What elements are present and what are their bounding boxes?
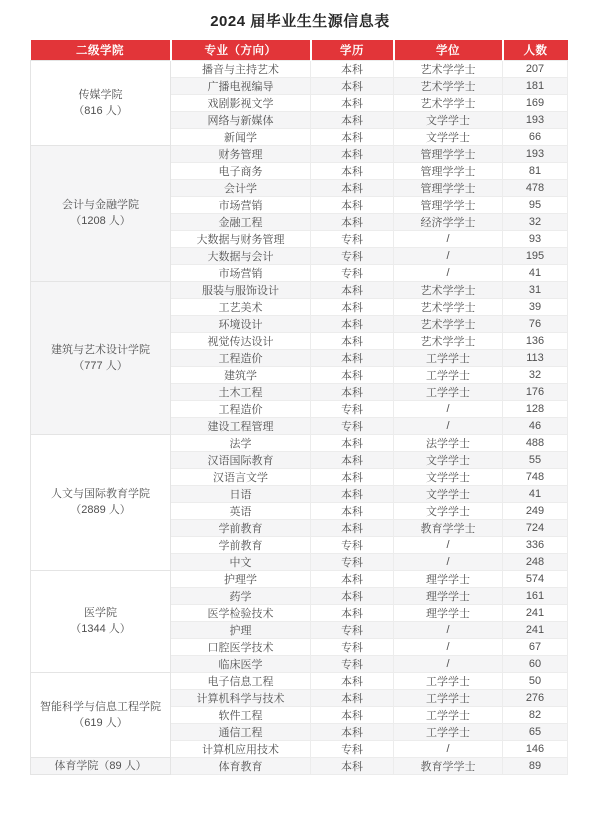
count-cell: 41: [503, 485, 568, 502]
column-header-degree: 学位: [394, 40, 503, 60]
major-cell: 计算机应用技术: [171, 740, 311, 757]
college-name: 传媒学院: [78, 88, 123, 101]
college-cell: [31, 434, 171, 570]
count-cell: 169: [503, 94, 568, 111]
level-cell: 本科: [311, 434, 394, 451]
major-cell: 市场营销: [171, 196, 311, 213]
degree-cell: 艺术学学士: [394, 77, 503, 94]
major-cell: 网络与新媒体: [171, 111, 311, 128]
table-row: [31, 570, 568, 587]
major-cell: 新闻学: [171, 128, 311, 145]
count-cell: 39: [503, 298, 568, 315]
degree-cell: 理学学士: [394, 604, 503, 621]
table-row: [31, 672, 568, 689]
major-cell: 体育教育: [171, 757, 311, 774]
level-cell: 本科: [311, 468, 394, 485]
major-cell: 工艺美术: [171, 298, 311, 315]
major-cell: 市场营销: [171, 264, 311, 281]
degree-cell: 理学学士: [394, 570, 503, 587]
major-cell: 法学: [171, 434, 311, 451]
degree-cell: 工学学士: [394, 706, 503, 723]
level-cell: 本科: [311, 570, 394, 587]
level-cell: 专科: [311, 417, 394, 434]
major-cell: 金融工程: [171, 213, 311, 230]
college-name: 智能科学与信息工程学院: [40, 700, 161, 713]
degree-cell: 法学学士: [394, 434, 503, 451]
count-cell: 32: [503, 213, 568, 230]
count-cell: 336: [503, 536, 568, 553]
college-name: 体育学院（89 人）: [54, 759, 147, 772]
major-cell: 财务管理: [171, 145, 311, 162]
column-header-level: 学历: [311, 40, 394, 60]
table-header: [31, 40, 568, 60]
major-cell: 医学检验技术: [171, 604, 311, 621]
degree-cell: 管理学学士: [394, 179, 503, 196]
level-cell: 本科: [311, 689, 394, 706]
count-cell: 55: [503, 451, 568, 468]
count-cell: 478: [503, 179, 568, 196]
level-cell: 本科: [311, 757, 394, 774]
major-cell: 护理学: [171, 570, 311, 587]
level-cell: 专科: [311, 230, 394, 247]
count-cell: 249: [503, 502, 568, 519]
major-cell: 日语: [171, 485, 311, 502]
level-cell: 专科: [311, 655, 394, 672]
level-cell: 本科: [311, 145, 394, 162]
college-name: 人文与国际教育学院: [51, 488, 150, 500]
count-cell: 181: [503, 77, 568, 94]
major-cell: 工程造价: [171, 400, 311, 417]
degree-cell: /: [394, 417, 503, 434]
degree-cell: 艺术学学士: [394, 298, 503, 315]
count-cell: 95: [503, 196, 568, 213]
major-cell: 建设工程管理: [171, 417, 311, 434]
level-cell: 本科: [311, 315, 394, 332]
level-cell: 专科: [311, 621, 394, 638]
level-cell: 专科: [311, 638, 394, 655]
degree-cell: 工学学士: [394, 366, 503, 383]
college-cell: [31, 757, 171, 774]
count-cell: 60: [503, 655, 568, 672]
degree-cell: 教育学学士: [394, 519, 503, 536]
count-cell: 128: [503, 400, 568, 417]
degree-cell: /: [394, 400, 503, 417]
degree-cell: 工学学士: [394, 689, 503, 706]
college-cell: [31, 570, 171, 672]
major-cell: 学前教育: [171, 519, 311, 536]
count-cell: 31: [503, 281, 568, 298]
level-cell: 本科: [311, 451, 394, 468]
major-cell: 中文: [171, 553, 311, 570]
degree-cell: /: [394, 655, 503, 672]
degree-cell: 教育学学士: [394, 757, 503, 774]
level-cell: 本科: [311, 111, 394, 128]
degree-cell: /: [394, 264, 503, 281]
major-cell: 通信工程: [171, 723, 311, 740]
count-cell: 207: [503, 60, 568, 77]
level-cell: 本科: [311, 196, 394, 213]
count-cell: 41: [503, 264, 568, 281]
table-row: [31, 757, 568, 774]
college-name: 医学院: [84, 607, 117, 619]
degree-cell: 文学学士: [394, 451, 503, 468]
count-cell: 248: [503, 553, 568, 570]
degree-cell: 艺术学学士: [394, 94, 503, 111]
level-cell: 本科: [311, 213, 394, 230]
college-cell: [31, 672, 171, 757]
level-cell: 本科: [311, 281, 394, 298]
level-cell: 本科: [311, 332, 394, 349]
degree-cell: /: [394, 247, 503, 264]
level-cell: 本科: [311, 706, 394, 723]
major-cell: 药学: [171, 587, 311, 604]
count-cell: 724: [503, 519, 568, 536]
count-cell: 488: [503, 434, 568, 451]
level-cell: 专科: [311, 400, 394, 417]
college-count: （619 人）: [73, 716, 128, 729]
college-count: （777 人）: [73, 359, 128, 372]
major-cell: 汉语言文学: [171, 468, 311, 485]
level-cell: 专科: [311, 264, 394, 281]
degree-cell: 工学学士: [394, 349, 503, 366]
level-cell: 本科: [311, 162, 394, 179]
degree-cell: /: [394, 740, 503, 757]
major-cell: 电子信息工程: [171, 672, 311, 689]
table-row: [31, 434, 568, 451]
table-body: [31, 60, 568, 774]
level-cell: 本科: [311, 519, 394, 536]
degree-cell: 管理学学士: [394, 196, 503, 213]
count-cell: 241: [503, 604, 568, 621]
count-cell: 136: [503, 332, 568, 349]
major-cell: 大数据与财务管理: [171, 230, 311, 247]
count-cell: 76: [503, 315, 568, 332]
level-cell: 专科: [311, 553, 394, 570]
count-cell: 113: [503, 349, 568, 366]
major-cell: 服装与服饰设计: [171, 281, 311, 298]
major-cell: 环境设计: [171, 315, 311, 332]
count-cell: 748: [503, 468, 568, 485]
degree-cell: 管理学学士: [394, 145, 503, 162]
major-cell: 电子商务: [171, 162, 311, 179]
level-cell: 本科: [311, 349, 394, 366]
graduate-info-table: [30, 40, 568, 775]
count-cell: 66: [503, 128, 568, 145]
count-cell: 193: [503, 111, 568, 128]
level-cell: 本科: [311, 604, 394, 621]
count-cell: 574: [503, 570, 568, 587]
degree-cell: 工学学士: [394, 723, 503, 740]
degree-cell: /: [394, 536, 503, 553]
level-cell: 本科: [311, 298, 394, 315]
college-count: （2889 人）: [70, 504, 131, 516]
degree-cell: 艺术学学士: [394, 315, 503, 332]
level-cell: 本科: [311, 723, 394, 740]
college-count: （1344 人）: [70, 623, 131, 635]
degree-cell: /: [394, 230, 503, 247]
level-cell: 本科: [311, 366, 394, 383]
count-cell: 50: [503, 672, 568, 689]
major-cell: 软件工程: [171, 706, 311, 723]
count-cell: 81: [503, 162, 568, 179]
degree-cell: 文学学士: [394, 111, 503, 128]
table-row: [31, 281, 568, 298]
level-cell: 专科: [311, 740, 394, 757]
table-row: [31, 60, 568, 77]
column-header-college: 二级学院: [31, 40, 171, 60]
level-cell: 本科: [311, 60, 394, 77]
major-cell: 广播电视编导: [171, 77, 311, 94]
degree-cell: 工学学士: [394, 672, 503, 689]
degree-cell: /: [394, 621, 503, 638]
degree-cell: 工学学士: [394, 383, 503, 400]
degree-cell: 经济学学士: [394, 213, 503, 230]
major-cell: 建筑学: [171, 366, 311, 383]
college-count: （1208 人）: [70, 215, 131, 227]
table-row: [31, 145, 568, 162]
level-cell: 本科: [311, 383, 394, 400]
count-cell: 46: [503, 417, 568, 434]
count-cell: 193: [503, 145, 568, 162]
page-title: 2024 届毕业生生源信息表: [210, 13, 390, 30]
level-cell: 本科: [311, 485, 394, 502]
major-cell: 戏剧影视文学: [171, 94, 311, 111]
level-cell: 本科: [311, 179, 394, 196]
count-cell: 32: [503, 366, 568, 383]
college-cell: [31, 145, 171, 281]
count-cell: 146: [503, 740, 568, 757]
degree-cell: /: [394, 638, 503, 655]
count-cell: 93: [503, 230, 568, 247]
count-cell: 195: [503, 247, 568, 264]
college-name: 会计与金融学院: [62, 199, 139, 211]
degree-cell: 艺术学学士: [394, 281, 503, 298]
count-cell: 161: [503, 587, 568, 604]
level-cell: 本科: [311, 587, 394, 604]
count-cell: 82: [503, 706, 568, 723]
major-cell: 会计学: [171, 179, 311, 196]
degree-cell: 文学学士: [394, 128, 503, 145]
degree-cell: 文学学士: [394, 468, 503, 485]
major-cell: 播音与主持艺术: [171, 60, 311, 77]
column-header-count: 人数: [503, 40, 568, 60]
header-row: [31, 40, 568, 60]
column-header-major: 专业（方向）: [171, 40, 311, 60]
count-cell: 276: [503, 689, 568, 706]
level-cell: 专科: [311, 247, 394, 264]
degree-cell: 艺术学学士: [394, 60, 503, 77]
degree-cell: 管理学学士: [394, 162, 503, 179]
major-cell: 学前教育: [171, 536, 311, 553]
level-cell: 专科: [311, 536, 394, 553]
college-cell: [31, 60, 171, 145]
count-cell: 241: [503, 621, 568, 638]
major-cell: 计算机科学与技术: [171, 689, 311, 706]
level-cell: 本科: [311, 94, 394, 111]
major-cell: 工程造价: [171, 349, 311, 366]
count-cell: 67: [503, 638, 568, 655]
major-cell: 临床医学: [171, 655, 311, 672]
major-cell: 土木工程: [171, 383, 311, 400]
major-cell: 汉语国际教育: [171, 451, 311, 468]
college-count: （816 人）: [73, 104, 128, 117]
college-cell: [31, 281, 171, 434]
count-cell: 176: [503, 383, 568, 400]
major-cell: 英语: [171, 502, 311, 519]
level-cell: 本科: [311, 128, 394, 145]
major-cell: 大数据与会计: [171, 247, 311, 264]
degree-cell: 文学学士: [394, 485, 503, 502]
count-cell: 89: [503, 757, 568, 774]
degree-cell: 文学学士: [394, 502, 503, 519]
level-cell: 本科: [311, 77, 394, 94]
level-cell: 本科: [311, 672, 394, 689]
level-cell: 本科: [311, 502, 394, 519]
degree-cell: 艺术学学士: [394, 332, 503, 349]
major-cell: 视觉传达设计: [171, 332, 311, 349]
count-cell: 65: [503, 723, 568, 740]
degree-cell: /: [394, 553, 503, 570]
degree-cell: 理学学士: [394, 587, 503, 604]
major-cell: 口腔医学技术: [171, 638, 311, 655]
college-name: 建筑与艺术设计学院: [51, 343, 150, 356]
major-cell: 护理: [171, 621, 311, 638]
